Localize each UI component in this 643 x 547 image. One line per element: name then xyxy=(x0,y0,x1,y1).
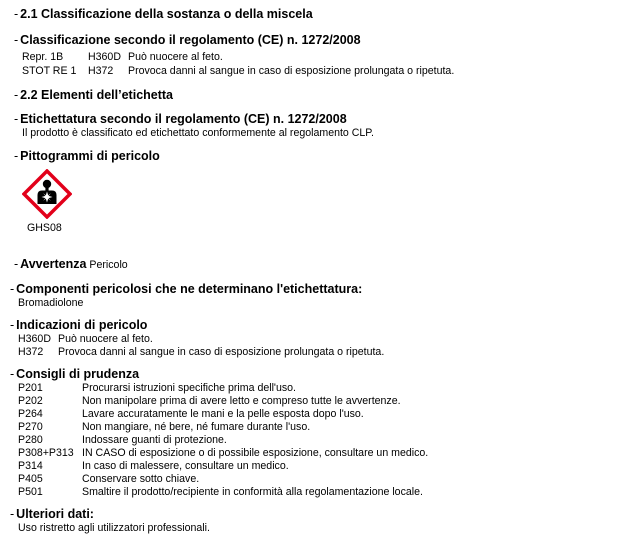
section-2-2-heading: - 2.2 Elementi dell’etichetta xyxy=(14,88,174,102)
classification-row: Repr. 1B H360D Può nuocere al feto. xyxy=(22,51,223,63)
precaution-row: P501 Smaltire il prodotto/recipiente in conformità alla regolamentazione locale. xyxy=(18,486,423,498)
classification-heading: - Classificazione secondo il regolamento (CE) n. 1272/2008 xyxy=(14,33,361,47)
hazard-row: H372 Provoca danni al sangue in caso di esposizione prolungata o ripetuta. xyxy=(18,346,385,358)
signal-word-row: - Avvertenza Pericolo xyxy=(14,257,128,271)
signal-word-value: Pericolo xyxy=(89,259,128,271)
ghs-code-label: GHS08 xyxy=(27,222,62,234)
precaution-row: P202 Non manipolare prima di avere letto e compreso tutte le avvertenze. xyxy=(18,395,401,407)
section-2-1-heading: - 2.1 Classificazione della sostanza o della miscela xyxy=(14,7,313,21)
precaution-row: P308+P313 IN CASO di esposizione o di possibile esposizione, consultare un medico. xyxy=(18,447,429,459)
precaution-row: P405 Conservare sotto chiave. xyxy=(18,473,200,485)
precaution-row: P270 Non mangiare, né bere, né fumare durante l'uso. xyxy=(18,421,311,433)
hazard-statements-heading: - Indicazioni di pericolo xyxy=(10,318,148,332)
further-info-text: Uso ristretto agli utilizzatori professionali. xyxy=(18,522,210,534)
precaution-row: P280 Indossare guanti di protezione. xyxy=(18,434,227,446)
labelling-text: Il prodotto è classificato ed etichettato conformemente al regolamento CLP. xyxy=(22,127,374,139)
components-value: Bromadiolone xyxy=(18,297,84,309)
further-info-heading: - Ulteriori dati: xyxy=(10,507,94,521)
components-heading: - Componenti pericolosi che ne determinano l'etichettatura: xyxy=(10,282,363,296)
pictograms-heading: - Pittogrammi di pericolo xyxy=(14,149,160,163)
precaution-row: P201 Procurarsi istruzioni specifiche prima dell'uso. xyxy=(18,382,296,394)
classification-row: STOT RE 1 H372 Provoca danni al sangue in caso di esposizione prolungata o ripetuta. xyxy=(22,65,455,77)
precaution-row: P314 In caso di malessere, consultare un medico. xyxy=(18,460,289,472)
labelling-heading: - Etichettatura secondo il regolamento (CE) n. 1272/2008 xyxy=(14,112,347,126)
precautions-heading: - Consigli di prudenza xyxy=(10,367,140,381)
health-hazard-icon xyxy=(22,169,72,219)
hazard-row: H360D Può nuocere al feto. xyxy=(18,333,153,345)
precaution-row: P264 Lavare accuratamente le mani e la pelle esposta dopo l'uso. xyxy=(18,408,364,420)
